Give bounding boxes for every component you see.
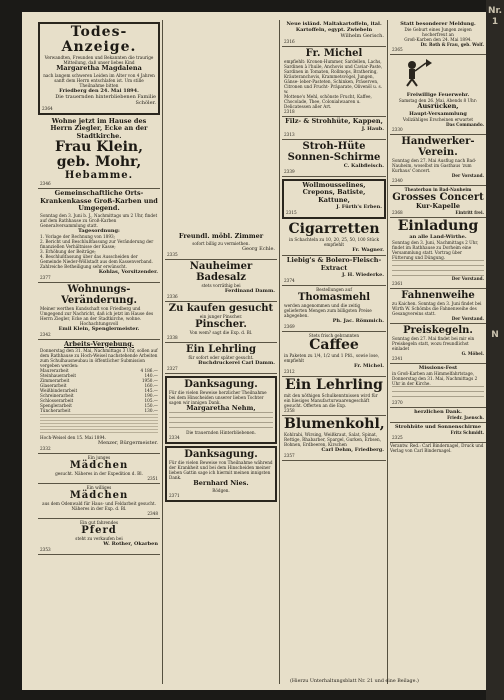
strohhut-ad	[390, 423, 486, 443]
thomas-title: Thomasmehl	[297, 292, 371, 303]
arbeit-item: Tüncherarbeit 130.—	[40, 408, 158, 413]
grosses-concert: Grosses Concert	[392, 191, 484, 203]
orts-agenda-item: 4. Beschlußfassung über das Ausscheiden der Gemeinde Nieder-Wöllstadt aus dem Kassenverband.	[40, 253, 153, 264]
column-rule	[279, 20, 280, 684]
arbeit-item: Maurerarbeit 4 186.—	[40, 368, 158, 373]
dank-1-title: Danksagung.	[184, 378, 258, 390]
fahnen-title: Fahnenweihe	[401, 290, 475, 301]
caffee-sign: Fr. Michel.	[353, 363, 384, 369]
einladung-sign: Der Vorstand.	[451, 276, 484, 281]
nauheim-title: Nauheimer Badesalz	[189, 260, 253, 283]
ad-number: 2364	[42, 105, 53, 111]
liebig-title: Liebig's & Bolero-Fleisch-Extract	[286, 256, 382, 272]
column-rule	[162, 20, 163, 684]
maedchen-ad-1	[38, 454, 160, 484]
michel-title: Fr. Michel	[305, 48, 363, 59]
orts-agenda-item: 2. Bericht und Beschlußfassung zur Veränderung der finanziellen Verhältnisse der Kasse;	[40, 238, 154, 249]
dank-ad	[390, 408, 486, 423]
zimmer-title: Freundl. möbl. Zimmer	[178, 232, 264, 240]
concert-footer: 2368 Eintritt frei.	[392, 210, 484, 215]
danksagung-ad-1	[165, 376, 277, 445]
todes-sign: Die trauernden hinterbliebenen Familie Schöler.	[55, 93, 156, 106]
dank-2-place: Rödgen.	[212, 487, 230, 493]
thomasmehl-ad	[282, 286, 386, 332]
edge-label-mid: N	[491, 330, 499, 340]
ad-number: 2377	[40, 274, 51, 280]
feuer-text: Samstag den 26. Mai, Abends 8 Uhr:	[398, 98, 478, 103]
statt-sign: Dr. Roth & Frau, geb. Wolf.	[420, 42, 484, 47]
cigarretten-text: in Schachteln zu 10, 20, 25, 50, 100 Stück empfiehlt	[289, 237, 379, 247]
pferd-text: steht zu verkaufen bei	[75, 536, 123, 541]
todes-text: Verwandten, Freunden und Bekannten die traurige Mitteilung, daß unser liebes Kind	[44, 55, 154, 65]
edge-label-top: Nr. 1	[487, 6, 503, 27]
maedchen-1-title: Mädchen	[69, 460, 129, 471]
liebig-sign: J. H. Wiederke.	[342, 272, 384, 278]
strohhut-sign: Fritz Schmidt.	[450, 430, 484, 435]
column-4	[390, 20, 486, 453]
dank-1-sign: Die trauernden Hinterbliebenen.	[186, 430, 256, 435]
ad-number: 2330	[392, 126, 403, 132]
caffee-text: in Paketen zu 1/4, 1/2 und 1 Pfd., sowie lose, empfiehlt	[284, 353, 380, 363]
blumenkohl-sign: Carl Dehm, Friedberg.	[321, 447, 384, 453]
orts-agenda-title: Tagesordnung:	[78, 227, 120, 234]
statt-meldung-ad	[390, 20, 486, 55]
orts-agenda-item: 3. Erhöhung der Beiträge;	[40, 248, 96, 254]
orts-text: Sonntag den 3. Juni b. J., Nachmittags um 2 Uhr, findet auf dem Rathhause zu Groß-Karben Generalversammlung statt.	[40, 212, 158, 228]
feuerwehr-title: Freiwillige Feuerwehr.	[406, 92, 470, 98]
klein-hebamme-ad	[38, 117, 160, 190]
ad-number: 2318	[284, 109, 295, 114]
concert-ad	[390, 186, 486, 219]
ad-number: 2339	[284, 168, 295, 174]
kartoffeln-sign: Wilhelm Gerisch.	[340, 33, 384, 39]
einladung-subtitle: an alle Land-Wirthe.	[409, 234, 467, 240]
maedchen-1-pre: Ein junges	[87, 455, 111, 460]
wohnungs-ad	[38, 283, 160, 340]
ad-number: 2332	[40, 446, 51, 451]
pferd-title: Pferd	[81, 525, 117, 536]
maedchen-2-pre: Ein williges	[86, 485, 112, 490]
pinscher-ad	[165, 302, 277, 343]
ortskrankenkasse-ad	[38, 189, 160, 283]
feuerwehr-ad	[390, 55, 486, 135]
arbeit-item: Schreinerarbeit 190.—	[40, 393, 158, 398]
ad-number: 2313	[284, 131, 295, 137]
wohnung-title: Wohnungs-Veränderung.	[61, 283, 137, 306]
ad-number: 2358	[284, 408, 295, 413]
fine-print	[169, 412, 273, 430]
dank-title: herzlichen Dank.	[414, 409, 462, 415]
michel-ad	[282, 47, 386, 117]
stroh-title: Stroh-Hüte	[302, 140, 366, 152]
filz-ad	[282, 117, 386, 140]
filz-sign: J. Haub.	[361, 125, 384, 132]
sonnen-title: Sonnen-Schirme	[287, 151, 381, 163]
ad-number: 2351	[147, 476, 158, 481]
haupt-versammlung: Haupt-Versammlung	[409, 110, 467, 117]
ad-number: 2336	[167, 293, 178, 299]
lehrling-title: Ein Lehrling	[186, 343, 256, 355]
ad-number: 2342	[40, 331, 51, 337]
arbeit-date: Hoch-Weisel den 15. Mai 1894.	[40, 435, 107, 440]
dank-2-name: Bernhard Nies.	[193, 479, 249, 487]
pferd-ad	[38, 519, 160, 555]
haupt-text: Vollzähliges Erscheinen erwartet	[402, 116, 474, 122]
ad-number: 2346	[40, 181, 51, 186]
wohnung-sign-1: Hochachtungsvoll	[79, 320, 119, 326]
handwerker-ad	[390, 135, 486, 186]
ad-number: 2341	[392, 356, 403, 361]
cigarretten-sign: Fr. Wagner.	[352, 247, 384, 253]
maedchen-1-text: gesucht. Näheres in der Expedition d. Bl.	[55, 471, 143, 476]
ad-number: 2315	[286, 210, 297, 215]
statt-text-2: Groß-Karben den 24. Mai 1894.	[404, 37, 472, 42]
nauheim-theater: Theaterbau in Bad-Nauheim	[404, 186, 472, 192]
zimmer-ad	[165, 232, 277, 260]
todes-name: Margaretha Magdalena	[56, 64, 142, 72]
arbeits-vergebung-ad	[38, 340, 160, 455]
preis-sign: G. Möbel.	[461, 351, 484, 356]
fine-print	[392, 386, 484, 400]
filz-title: Filz- & Strohhüte, Kappen,	[285, 117, 383, 125]
arbeit-item: Spenglerarbeit 150.—	[40, 403, 158, 408]
arbeit-item: Weißbinderarbeit 145.—	[40, 388, 158, 393]
arbeit-item: Glaserarbeit 160.—	[40, 383, 158, 388]
woll-sign: J. Fürth's Erben.	[336, 204, 382, 210]
wohnung-text: Meiner werthen Kundschaft von Friedberg und Umgegend zur Nachricht, daß ich jetzt im Hause des Herrn Ziegler, Ecke an der Stadtkirche, wohne.	[40, 305, 154, 321]
ad-number: 2334	[169, 435, 180, 440]
page-edge	[486, 0, 504, 700]
ausruecken: Ausrücken,	[417, 102, 459, 110]
einladung-title: Einladung	[397, 218, 479, 234]
preis-title: Preiskegeln.	[403, 325, 473, 336]
todes-title: Todes-Anzeige.	[61, 24, 137, 55]
ad-number: 2338	[167, 334, 178, 340]
nauheim-sign: Ferdinand Damm.	[224, 287, 275, 294]
thomas-pre: Bestellungen auf	[316, 287, 352, 292]
lehrling-2-title: Ein Lehrling	[285, 377, 383, 393]
haupt-sign: Das Commando.	[445, 121, 484, 127]
nauheim-badesalz-ad	[165, 260, 277, 302]
preiskegeln-ad	[390, 324, 486, 364]
kaufen-text: ein junger Pinscher.	[199, 313, 243, 319]
nauheim-text: stets vorräthig bei	[201, 282, 241, 288]
todes-anzeige	[38, 22, 160, 115]
thomas-text: werden angenommen und die zeitig gelieferten Mengen zum billigsten Preise abgegeben.	[284, 303, 372, 318]
orts-closing: Zahlreiche Betheiligung sehr erwünscht.	[40, 263, 127, 269]
column-1	[38, 20, 160, 555]
strohhut-title: Strohhüte und Sonnenschirme	[394, 424, 482, 430]
michel-text: empfiehlt: Kronen-Hummer, Sardellen, Lachs, Sardinen à l'huile, Anchovis und Caviar-Paste, Sardinen in Tomaten, Rollmops, Brathering, Kräuteranchovis, Krammetsvögel, Jungen, Gänse- leber-Pasteten, Schinken, Präserven, Citronen und Frucht- Präparate, Olivenöl u. s. w.	[284, 59, 383, 94]
pinscher-word: Pinscher.	[195, 318, 247, 330]
dank-1-text: Für die vielen Beweise herzlicher Theilnahme bei dem Hinscheiden unserer lieben Tochter sagen wir innigen Dank.	[169, 389, 267, 405]
supplement-note: (Hierzu Unterhaltungsblatt Nr. 21 und eine Beilage.)	[290, 679, 419, 684]
arbeit-item: Schlosserarbeit 105.—	[40, 398, 158, 403]
preis-text: Sonntag den 27. Mai findet bei mir ein Preiskegeln statt, wozu freundlichst einladet	[392, 336, 475, 351]
blumenkohl-text: Kohlrabi, Wirsing, Weißkraut, Salat, Spinat, Rettige, Rhabarber, Spargel, Gurken, Erbsen, Bohnen, Erdbeeren, Kirschen	[284, 432, 382, 447]
ad-number: 2353	[40, 547, 51, 552]
arbeit-item: Zimmerarbeit 1950.—	[40, 378, 158, 383]
frau-klein-name: Frau Klein, geb. Mohr,	[55, 139, 143, 170]
wohne-headline: Wohne jetzt im Hause des Herrn Ziegler, Ecke an der Stadtkirche.	[50, 116, 148, 140]
ad-number: 2325	[392, 435, 403, 440]
liebig-ad	[282, 256, 386, 286]
lehrling-sign: Buchdruckerei Carl Damm.	[198, 359, 275, 366]
kur-kapelle: Kur-Kapelle	[416, 201, 460, 210]
maedchen-2-title: Mädchen	[69, 490, 129, 501]
dank-2-text: Für die vielen Beweise von Theilnahme während der Krankheit und bei dem Hinscheiden meiner lieben Gattin sage ich hiermit meinen innigsten Dank.	[169, 460, 273, 480]
ad-number: 2316	[284, 39, 295, 44]
ad-number: 2369	[284, 324, 295, 329]
ad-number: 2370	[392, 400, 403, 405]
maedchen-ad-2	[38, 484, 160, 519]
dank-2-title: Danksagung.	[184, 449, 258, 460]
zimmer-text: sofort billig zu vermiethen.	[192, 240, 250, 246]
kaufen-title: Zu kaufen gesucht	[168, 302, 274, 314]
fahnenweihe-ad	[390, 289, 486, 324]
dank-1-name: Margaretha Nehm,	[186, 403, 256, 412]
lehrling-text: für sofort oder später gesucht.	[188, 354, 254, 360]
orts-title: Gemeinschaftliche Orts-Krankenkasse Groß-Karben und Umgegend.	[40, 189, 158, 212]
arbeit-title: Arbeits-Vergebung.	[64, 339, 134, 348]
wollmousselines-ad	[282, 179, 386, 220]
blumenkohl-title: Blumenkohl,	[284, 416, 385, 432]
ad-number: 2340	[392, 177, 403, 183]
handwerker-title: Handwerker-Verein.	[401, 135, 475, 158]
handwerker-text: Sonntag den 27. Mai Ausflug nach Bad-Nauheim, woselbst im Gasthaus 'zum Kurhaus' Concert.	[392, 157, 477, 173]
statt-title: Statt besonderer Meldung.	[400, 21, 476, 27]
caffee-ad	[282, 332, 386, 377]
maedchen-2-text: aus dem Odenwald für Haus- und Feldarbeit gesucht. Näheres in der Exp. d. Bl.	[42, 501, 156, 511]
ad-number: 2365	[392, 47, 403, 52]
statt-text: Die Geburt eines Jungen zeigen hocherfreut an	[404, 27, 472, 37]
todes-text-2: nach langem schweren Leiden im Alter von 4 Jahren sanft dem Herrn entschlafen ist. Um stille Theilnahme bitten	[43, 72, 155, 88]
column-3	[282, 20, 386, 461]
michel-text-2: Mottene's Mehl, schönste Frucht, Kaffee, Chocolade, Thee, Colonialwaaren u. Delicatessen aller Art.	[284, 94, 372, 109]
missions-title: Missions-Fest	[418, 365, 458, 371]
stroh-sign: C. Kalbfleisch.	[343, 162, 384, 169]
dank-sign: Friedr. Jaensch.	[447, 415, 484, 420]
ad-number: 2312	[284, 369, 295, 374]
fine-print	[40, 414, 158, 434]
ad-number: 2335	[167, 251, 178, 257]
arbeit-item: Steinhauerarbeit 140.—	[40, 373, 158, 378]
kartoffeln-title: Neue isländ. Maltakartoffeln, ital. Kartoffeln, egypt. Zwiebeln	[286, 21, 382, 33]
wohnung-sign-2: Emil Klein, Spenglermeister.	[58, 325, 140, 332]
orts-sign: Kohlas, Vorsitzender.	[98, 268, 158, 275]
thomas-sign: Ph. Jac. Römmich.	[332, 318, 384, 324]
cigarretten-title: Cigarretten	[288, 221, 380, 237]
ad-number: 2374	[284, 278, 295, 283]
lehrling-ad-2	[282, 377, 386, 416]
pferd-sign: W. Rother, Okarben	[103, 541, 158, 547]
lehrling-ad	[165, 343, 277, 374]
kartoffeln-ad	[282, 20, 386, 47]
fine-print	[392, 260, 484, 276]
blumenkohl-ad	[282, 416, 386, 461]
caffee-pre: Stets frisch gebrannten	[308, 333, 360, 338]
todes-date: Friedberg den 24. Mai 1894.	[59, 87, 139, 94]
ad-number: 2327	[167, 365, 178, 371]
column-rule	[387, 20, 388, 684]
kaufen-text-2: Von wem? sagt die Exp. d. Bl.	[189, 329, 253, 335]
column-2	[165, 232, 277, 504]
stroh-ad	[282, 140, 386, 177]
missionsfest-ad	[390, 364, 486, 408]
hebamme-title: Hebamme.	[64, 170, 134, 181]
einladung-text: Sonntag den 3. Juni, Nachmittags 2 Uhr, findet im Rathhause zu Dorheim eine Versammlung statt. Vortrag über Fütterung und Düngung.	[392, 240, 479, 260]
fireman-illustration-icon	[392, 57, 462, 87]
orts-agenda-item: 1. Vorlage der Rechnung von 1893;	[40, 233, 116, 239]
danksagung-ad-2	[165, 446, 277, 502]
cigarretten-ad	[282, 221, 386, 256]
newspaper-page	[22, 12, 486, 690]
arbeit-sign: Menzer, Bürgermeister.	[97, 440, 158, 446]
fahnen-sign: Der Vorstand.	[451, 316, 484, 321]
ad-number: 2371	[169, 492, 180, 498]
einladung-ad	[390, 218, 486, 289]
missions-text: in Groß-Karben am Himmelfahrtstage, Donnerstag den 31. Mai, Nachmittags 2 Uhr in der Kirche.	[392, 371, 478, 386]
arbeit-text: Donnerstag den 31. Mai, Nachmittags 3 Uhr, sollen auf dem Rathhause zu Hoch-Weisel nachstehende Arbeiten zum Schulhausneubau in öffentlicher Submission vergeben werden:	[40, 348, 158, 368]
lehrling-2-text: mit den nöthigen Schulkenntnissen wird für ein hiesiges Manufacturwaarengeschäft gesucht. Offerten an die Exp.	[284, 393, 378, 408]
woll-title: Wollmousselines, Crepons, Batiste, Kattune,	[302, 180, 366, 204]
caffee-title: Caffee	[309, 337, 359, 353]
ad-number: 2348	[147, 511, 158, 516]
imprint: Verantw. Red.: Carl Bindernagel, Druck und Verlag von Carl Bindernagel.	[390, 443, 484, 453]
fahnen-text: zu Kaichen. Sonntag den 3. Juni findet bei Wirth W. Schömbs die Fahnenweihe des Gesangvereins statt.	[392, 301, 482, 316]
ad-number: 2361	[392, 281, 403, 286]
handwerker-sign: Der Vorstand.	[451, 172, 484, 178]
pferd-pre: Ein gut fahrendes	[79, 520, 119, 525]
ad-number: 2357	[284, 453, 295, 458]
zimmer-sign: Georg Echle.	[242, 245, 275, 252]
